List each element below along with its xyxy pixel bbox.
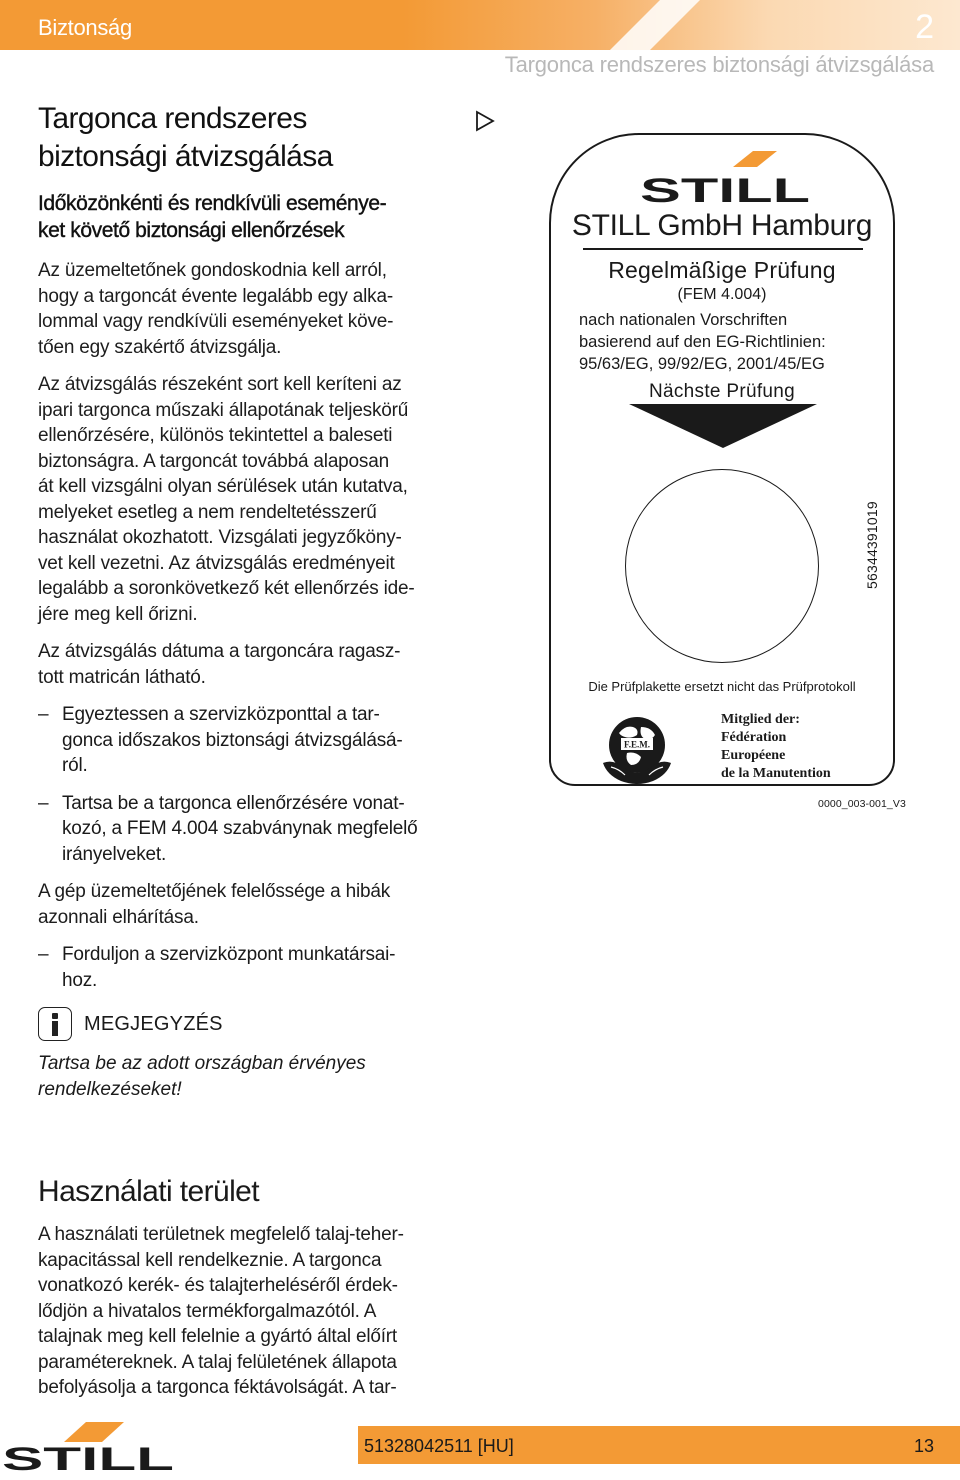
text-line: rendelkezéseket! (38, 1078, 182, 1100)
plate-text-line: nach nationalen Vorschriften (579, 311, 788, 329)
text-line: azonnali elhárítása. (38, 906, 199, 928)
chapter-number: 2 (915, 8, 934, 46)
text-line: Forduljon a szervizközpont munkatársai- (62, 944, 396, 965)
plate-next-check: Nächste Prüfung (648, 381, 796, 402)
inspection-plate (549, 133, 895, 786)
running-title: Targonca rendszeres biztonsági átvizsgálása (504, 52, 934, 77)
subtitle (38, 190, 470, 244)
plate-disclaimer: Die Prüfplakette ersetzt nicht das Prüfprotokoll (588, 679, 856, 694)
plate-divider (583, 248, 863, 250)
figure-reference: 0000_003-001_V3 (818, 798, 906, 810)
date-sticker-circle (625, 469, 819, 663)
dash-bullet: – (38, 944, 49, 965)
text-line: paramétereknek. A talaj felületének állapota (38, 1351, 397, 1373)
text-line: ipari targonca műszaki állapotának teljeskörű (38, 399, 409, 421)
text-line: kozó, a FEM 4.004 szabványnak megfelelő (62, 818, 418, 839)
paragraph-inspection-scope (38, 372, 470, 627)
text-line: Mitglied der: (721, 712, 800, 727)
dash-bullet: – (38, 704, 49, 725)
page-number: 13 (913, 1436, 934, 1456)
section-title: Biztonság (38, 15, 132, 40)
document-number: 51328042511 [HU] (364, 1436, 514, 1456)
page-title-line: Targonca rendszeres (38, 102, 307, 135)
text-line: A gép üzemeltetőjének felelőssége a hibák (38, 881, 390, 902)
footer-still-logo (0, 1420, 178, 1477)
note-label: MEGJEGYZÉS (84, 1012, 223, 1035)
text-line: lommal vagy rendkívüli eseményeket köve- (38, 311, 394, 332)
text-line: talajnak meg kell felelnie a gyártó által előírt (38, 1326, 397, 1347)
text-line: melyeket esetleg a nem rendeltetésszerű (38, 501, 377, 523)
dash-bullet: – (38, 792, 49, 814)
text-line: befolyásolja a targonca féktávolságát. A tar- (38, 1377, 397, 1398)
text-line: tott matricán látható. (38, 666, 206, 688)
text-line: hogy a targoncát évente legalább egy alka- (38, 285, 393, 307)
text-line: ról. (62, 755, 88, 776)
text-line: ellenőrzésére, különös tekintettel a baleseti (38, 425, 393, 446)
text-line: Européene (721, 748, 786, 763)
serial-text: 56344391019 (864, 501, 880, 589)
section-title-usage: Használati terület (38, 1175, 259, 1208)
footer-logo-text: STILL (2, 1441, 174, 1472)
text-line: gonca időszakos biztonsági átvizsgálásá- (62, 729, 403, 751)
text-line: de la Manutention (721, 766, 831, 781)
plate-heading: Regelmäßige Prüfung (608, 257, 836, 283)
text-line: vonatkozó kerék- és talajterheléséről érdek- (38, 1275, 398, 1296)
fem-globe-icon (597, 709, 677, 794)
instruction-item (38, 702, 470, 779)
page-title-line: biztonsági átvizsgálása (38, 140, 333, 173)
note-header (38, 1007, 470, 1041)
still-logo (639, 151, 811, 210)
text-line: biztonságra. A targoncát továbbá alaposan (38, 450, 389, 472)
main-text-column (38, 100, 470, 1102)
header-bar (0, 0, 960, 50)
paragraph-operator-responsibility (38, 879, 470, 930)
text-line: Egyeztessen a szervizközponttal a tar- (62, 704, 380, 725)
continue-arrow-icon (474, 110, 496, 137)
text-line: tően egy szakértő átvizsgálja. (38, 336, 282, 358)
instruction-item (38, 942, 470, 993)
text-line: irányelveket. (62, 843, 167, 865)
text-line: Tartsa be az adott országban érvényes (38, 1053, 366, 1074)
text-line: kapacitással kell rendelkeznie. A targonca (38, 1249, 382, 1271)
page-title (38, 100, 470, 176)
still-logo-text: STILL (640, 172, 810, 205)
plate-standard: (FEM 4.004) (677, 286, 767, 303)
paragraph-inspection-date (38, 639, 470, 690)
section-usage-area (38, 1172, 470, 1413)
text-line: Az átvizsgálás dátuma a targoncára ragasz- (38, 641, 401, 662)
plate-text-line: 95/63/EG, 99/92/EG, 2001/45/EG (579, 355, 825, 373)
plate-company: STILL GmbH Hamburg (571, 209, 873, 242)
paragraph-usage-area (38, 1222, 470, 1401)
text-line: jére meg kell őrizni. (38, 603, 198, 625)
paragraph-operator-duty (38, 258, 470, 360)
text-line: használat okozhatott. Vizsgálati jegyzőköny- (38, 527, 402, 548)
text-line: A használati területnek megfelelő talaj-teher- (38, 1224, 404, 1245)
text-line: vet kell vezetni. Az átvizsgálás eredményeit (38, 552, 395, 574)
fem-membership (721, 711, 831, 783)
info-icon (38, 1007, 72, 1041)
text-line: Az átvizsgálás részeként sort kell keríteni az (38, 374, 402, 395)
text-line: legalább a soronkövetkező két ellenőrzés ide- (38, 578, 415, 599)
fem-badge-text: F.E.M. (624, 739, 650, 750)
text-line: Az üzemeltetőnek gondoskodnia kell arról, (38, 260, 387, 281)
plate-text-line: basierend auf den EG-Richtlinien: (579, 333, 826, 351)
subtitle-line: Időközönkénti és rendkívüli eseménye- (38, 192, 387, 215)
instruction-item (38, 791, 470, 868)
subtitle-line: ket követő biztonsági ellenőrzések (38, 219, 345, 242)
text-line: Fédération (721, 730, 787, 745)
text-line: Tartsa be a targonca ellenőrzésére vonat- (62, 792, 405, 814)
text-line: hoz. (62, 969, 98, 991)
text-line: lődjön a hivatalos termékforgalmazótól. A (38, 1300, 377, 1322)
down-arrow-icon (629, 404, 817, 453)
note-text (38, 1051, 470, 1102)
text-line: át kell vizsgálni olyan sérülések után kutatva, (38, 476, 408, 497)
